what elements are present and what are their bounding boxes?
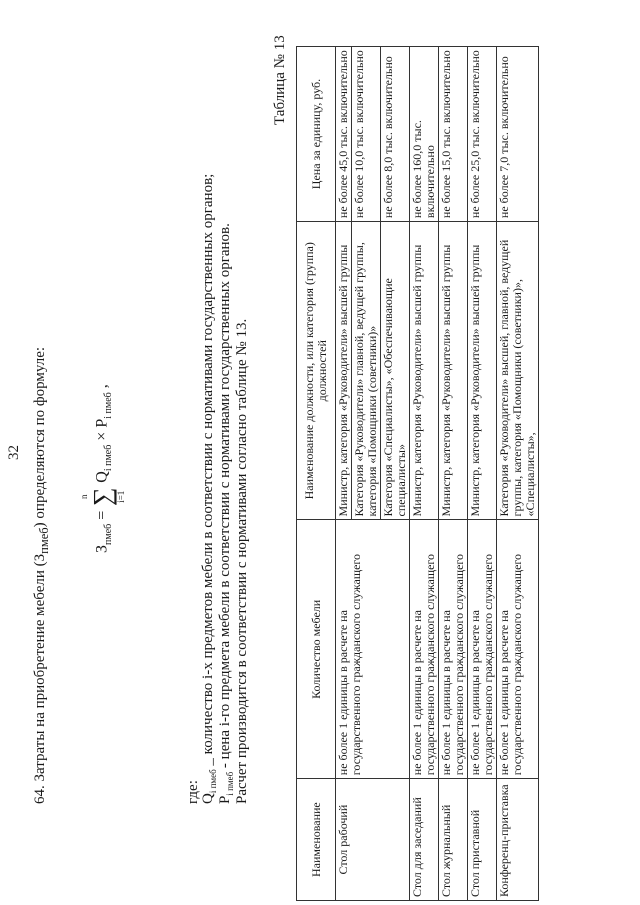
cell-position: Категория «Специалисты», «Обеспечивающие специалисты» [381, 222, 410, 520]
intro-tail: ) определяются по формуле: [32, 346, 48, 528]
def-q-symbol: Q [200, 793, 216, 804]
cell-item-name: Стол приставной [468, 779, 497, 901]
sum-lower-limit: i=1 [116, 490, 126, 503]
cell-position: Министр, категория «Руководители» высшей группы [410, 222, 439, 520]
paragraph-intro [32, 347, 52, 804]
cell-quantity: не более 1 единицы в расчете на государственного гражданского служащего [497, 520, 539, 779]
formula-p: P [93, 418, 111, 428]
sum-upper-limit: n [79, 494, 89, 499]
cell-quantity: не более 1 единицы в расчете на государственного гражданского служащего [468, 520, 497, 779]
definition-q [200, 174, 218, 804]
formula-p-sub: i пмеб [102, 392, 114, 419]
table-body [336, 47, 539, 901]
definition-p [217, 223, 235, 804]
cell-item-name: Конференц-приставка [497, 779, 539, 901]
sigma-sign: ∑ [88, 487, 117, 507]
sum-symbol [79, 487, 126, 507]
formula-lhs: З [93, 544, 111, 553]
cell-position: Категория «Руководители» главной, ведущей группы, категория «Помощники (советники)» [352, 222, 381, 520]
cell-price: не более 10,0 тыс. включительно [352, 47, 381, 222]
formula-eq: = [93, 506, 111, 524]
formula-tail: , [93, 384, 111, 393]
cell-position: Министр, категория «Руководители» высшей группы [336, 222, 352, 520]
table-row [410, 47, 439, 901]
cell-item-name: Стол журнальный [439, 779, 468, 901]
cell-position: Категория «Руководители» высшей, главной, ведущей группы, категория «Помощники (советники)», «Специалисты», [497, 222, 539, 520]
cell-price: не более 45,0 тыс. включительно [336, 47, 352, 222]
header-name: Наименование [297, 779, 336, 901]
cell-quantity: не более 1 единицы в расчете на государственного гражданского служащего [336, 520, 410, 779]
formula-times: × [93, 427, 111, 445]
header-price: Цена за единицу, руб. [297, 47, 336, 222]
table-row [336, 47, 352, 901]
cell-position: Министр, категория «Руководители» высшей группы [468, 222, 497, 520]
def-q-text: _ количество i-х предметов мебели в соответствии с нормативами государственных органов; [200, 173, 216, 770]
intro-text: 64. Затраты на приобретение мебели (З [32, 553, 48, 804]
table-caption: Таблица № 13 [272, 35, 288, 125]
calculation-note: Расчет производится в соответствии с нормативами согласно таблице № 13. [234, 318, 250, 804]
header-position: Наименование должности, или категория (группа) должностей [297, 222, 336, 520]
formula [79, 384, 126, 553]
def-p-symbol: P [217, 795, 233, 804]
formula-lhs-sub: пмеб [102, 523, 114, 545]
table-header-row [297, 47, 336, 901]
cell-quantity: не более 1 единицы в расчете на государственного гражданского служащего [410, 520, 439, 779]
cell-price: не более 15,0 тыс. включительно [439, 47, 468, 222]
formula-q-sub: i пмеб [102, 444, 114, 472]
cell-position: Министр, категория «Руководители» высшей группы [439, 222, 468, 520]
cell-price: не более 160,0 тыс. включительно [410, 47, 439, 222]
formula-q: Q [93, 471, 111, 483]
furniture-price-table [296, 46, 539, 901]
cell-price: не более 8,0 тыс. включительно [381, 47, 410, 222]
def-q-sub: i пмеб [208, 769, 218, 794]
def-p-text: - цена i-го предмета мебели в соответствии с нормативами государственных органов. [217, 223, 233, 772]
cell-item-name: Стол для заседаний [410, 779, 439, 901]
table-row [497, 47, 539, 901]
def-p-sub: i пмеб [225, 771, 235, 796]
cell-quantity: не более 1 единицы в расчете на государственного гражданского служащего [439, 520, 468, 779]
cell-price: не более 25,0 тыс. включительно [468, 47, 497, 222]
table-row [468, 47, 497, 901]
where-label: где: [185, 780, 201, 804]
table-row [439, 47, 468, 901]
cell-item-name: Стол рабочий [336, 779, 410, 901]
cell-price: не более 7,0 тыс. включительно [497, 47, 539, 222]
page-number: 32 [6, 445, 22, 460]
intro-subscript: пмеб [37, 527, 51, 554]
header-quantity: Количество мебели [297, 520, 336, 779]
